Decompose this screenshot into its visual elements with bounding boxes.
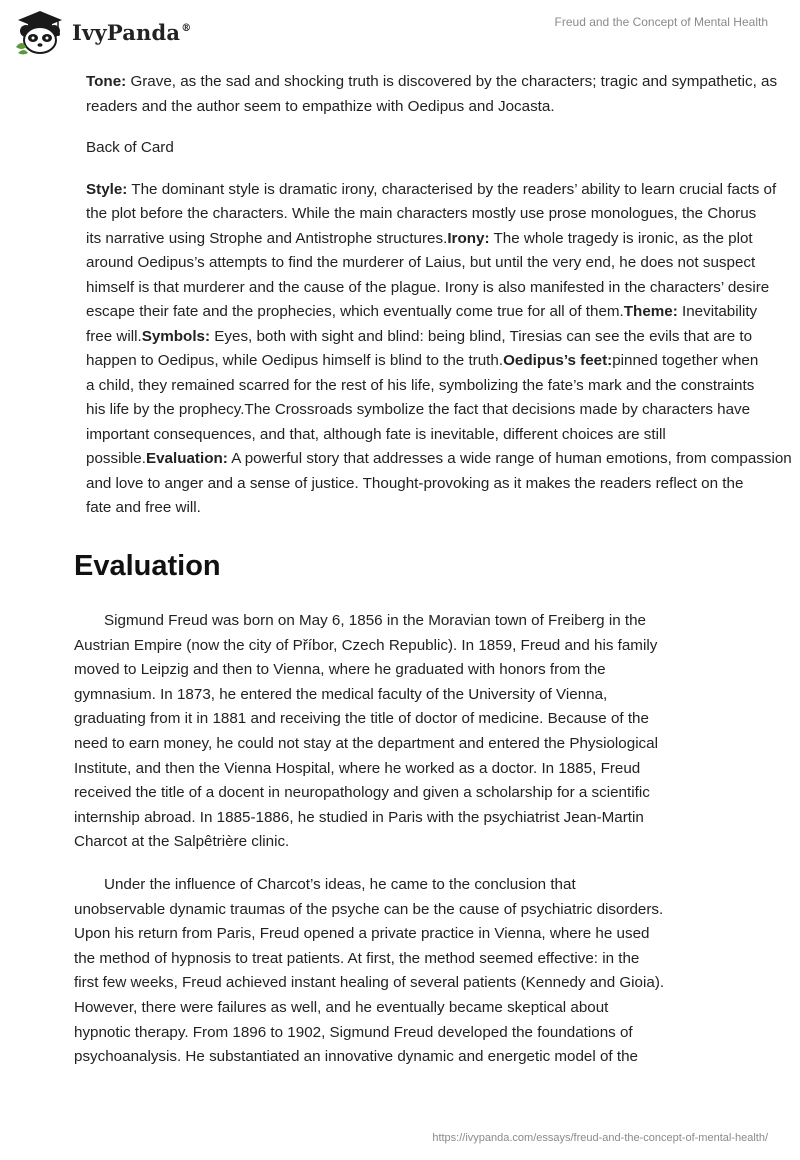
style-line-3: its narrative using Strophe and Antistrophe structures.Irony: The whole tragedy is ironic, as the plot [86, 229, 753, 247]
paragraph-2-line-4: the method of hypnosis to treat patients. At first, the method seemed effective: in the [74, 949, 640, 967]
paragraph-2-line-8: psychoanalysis. He substantiated an innovative dynamic and energetic model of the [74, 1048, 638, 1066]
style-line-9: a child, they remained scarred for the rest of his life, symbolizing the fate’s mark and the constraints [86, 376, 755, 394]
tone-line-2: readers and the author seem to empathize with Oedipus and Jocasta. [86, 97, 555, 115]
style-line-13: and love to anger and a sense of justice. Thought-provoking as it makes the readers reflect on the [86, 474, 744, 492]
paragraph-2-line-5: first few weeks, Freud achieved instant healing of several patients (Kennedy and Gioia). [74, 974, 665, 992]
style-line-10: his life by the prophecy.The Crossroads symbolize the fact that decisions made by characters have [86, 401, 751, 418]
paragraph-1-line-1: Sigmund Freud was born on May 6, 1856 in the Moravian town of Freiberg in the [104, 612, 646, 629]
registered-mark: ® [181, 22, 192, 34]
theme-label: Theme: [623, 303, 678, 320]
paragraph-1-line-2: Austrian Empire (now the city of Příbor, Czech Republic). In 1859, Freud and his family [74, 636, 658, 654]
oedipus-feet-label: Oedipus’s feet: [503, 352, 613, 369]
paragraph-2-line-3: Upon his return from Paris, Freud opened a private practice in Vienna, where he used [74, 925, 650, 943]
paragraph-2-line-1: Under the influence of Charcot’s ideas, he came to the conclusion that [104, 875, 576, 893]
paragraph-1-line-4: gymnasium. In 1873, he entered the medical faculty of the University of Vienna, [74, 685, 608, 703]
symbols-label: Symbols: [141, 327, 211, 345]
style-line-12: possible.Evaluation: A powerful story that addresses a wide range of human emotions, from compassion [86, 450, 792, 467]
paragraph-1-line-8: received the title of a docent in neuropathology and given a scholarship for a scientific [74, 784, 650, 802]
page-header [0, 0, 800, 70]
section-heading: Evaluation [74, 550, 221, 582]
style-line-2: the plot before the characters. While the main characters mostly use prose monologues, the Chorus [86, 205, 757, 222]
document-title: Freud and the Concept of Mental Health [554, 15, 768, 29]
panda-graduation-cap-icon [14, 9, 66, 55]
paragraph-2-line-2: unobservable dynamic traumas of the psyche can be the cause of psychiatric disorders. [74, 900, 664, 918]
irony-label: Irony: [447, 229, 490, 247]
essay-body [74, 609, 734, 1070]
paragraph-1-line-5: graduating from it in 1881 and receiving the title of doctor of medicine. Because of the [74, 710, 649, 728]
paragraph-1-line-6: need to earn money, he could not stay at the department and entered the Physiological [74, 734, 658, 752]
style-line-7: free will.Symbols: Eyes, both with sight and blind: being blind, Tiresias can see the evils that are to [86, 327, 753, 345]
paragraph-2-line-7: hypnotic therapy. From 1896 to 1902, Sigmund Freud developed the foundations of [74, 1023, 633, 1041]
paragraph-1-line-7: Institute, and then the Vienna Hospital, where he worked as a doctor. In 1885, Freud [74, 759, 641, 777]
evaluation-label: Evaluation: [145, 450, 228, 467]
paragraph-1-line-9: internship abroad. In 1885-1886, he studied in Paris with the psychiatrist Jean-Martin [74, 808, 644, 826]
back-of-card-label: Back of Card [86, 139, 174, 156]
paragraph-2-line-6: However, there were failures as well, and he eventually became skeptical about [74, 998, 609, 1016]
ivypanda-logo[interactable] [14, 9, 191, 55]
paragraph-1-line-10: Charcot at the Salpêtrière clinic. [74, 833, 290, 851]
style-line-14: fate and free will. [86, 499, 201, 516]
study-card [86, 70, 800, 521]
style-line-1: Style: The dominant style is dramatic irony, characterised by the readers’ ability to learn crucial facts of [86, 180, 777, 198]
brand-name: IvyPanda® [72, 19, 192, 45]
source-url[interactable]: https://ivypanda.com/essays/freud-and-the-concept-of-mental-health/ [432, 1132, 768, 1144]
style-line-6: escape their fate and the prophecies, which eventually come true for all of them.Theme: Inevitability [86, 303, 758, 320]
style-line-11: important consequences, and that, although fate is inevitable, different choices are still [86, 425, 666, 443]
tone-label: Tone: [86, 73, 127, 90]
style-line-4: around Oedipus’s attempts to find the murderer of Laius, but until the very end, he does not suspect [86, 254, 756, 271]
tone-line-1: Tone: Grave, as the sad and shocking truth is discovered by the characters; tragic and sympathetic, as [86, 73, 778, 90]
style-line-8: happen to Oedipus, while Oedipus himself is blind to the truth.Oedipus’s feet:pinned together when [86, 352, 759, 369]
style-label: Style: [86, 180, 128, 198]
style-line-5: himself is that murderer and the cause of the plague. Irony is also manifested in the characters’ desire [86, 278, 770, 296]
paragraph-1-line-3: moved to Leipzig and then to Vienna, where he graduated with honors from the [74, 661, 606, 679]
